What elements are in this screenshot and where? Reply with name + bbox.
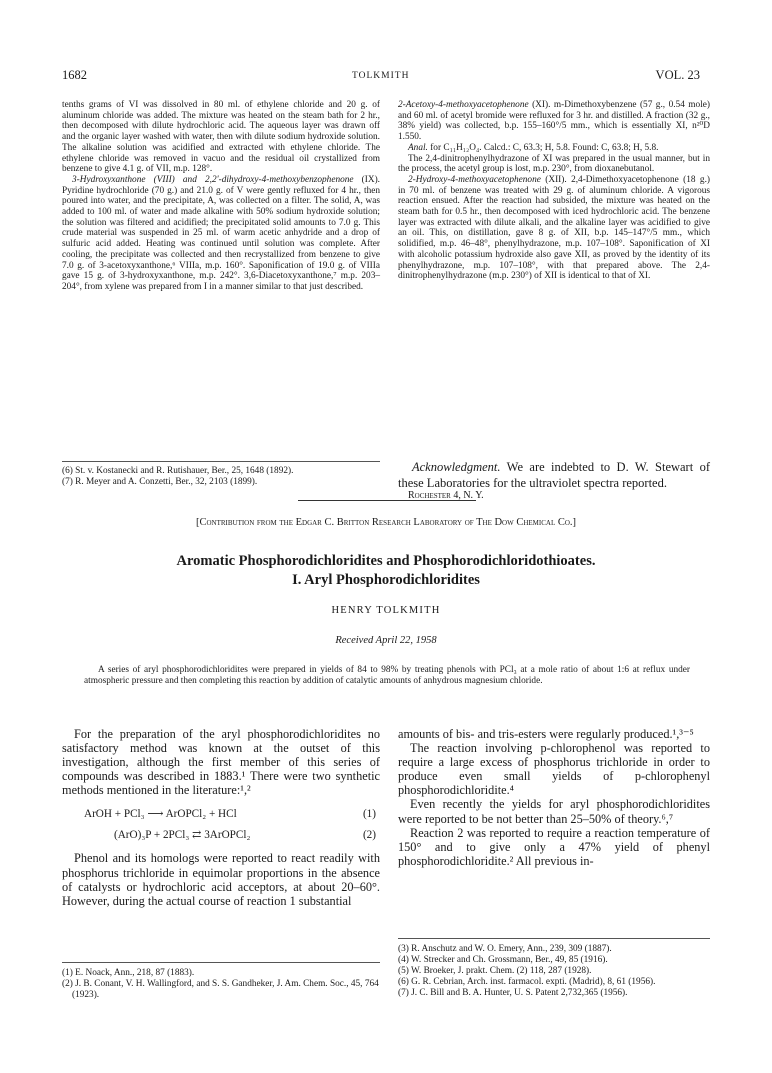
equation-text: ArOH + PCl₃ ⟶ ArOPCl₂ + HCl: [84, 808, 237, 821]
equation-text: (ArO)₃P + 2PCl₃ ⇄ 3ArOPCl₂: [114, 829, 251, 842]
footnote: (5) W. Broeker, J. prakt. Chem. (2) 118, 287 (1928).: [398, 965, 592, 976]
volume-label: VOL. 23: [655, 68, 700, 82]
paragraph: Even recently the yields for aryl phosphorodichloridites were reported to be not better than 25–50% of theory.⁶,⁷: [398, 797, 710, 826]
article-title: Aromatic Phosphorodichloridites and Phosphorodichloridothioates.: [176, 553, 596, 569]
paragraph: [398, 100, 710, 143]
footnote: (7) J. C. Bill and B. A. Hunter, U. S. Patent 2,732,365 (1956).: [398, 987, 628, 998]
acknowledgment: [398, 459, 710, 491]
equation-1: [62, 803, 380, 824]
abstract: A series of aryl phosphorodichloridites were prepared in yields of 84 to 98% by treating phenols with PCl₃ at a mole ratio of about 1:6 at reflux under atmospheric pressure and then completing this reaction by addition of catalytic amounts of anhydrous magnesium chloride.: [84, 665, 690, 686]
paragraph: amounts of bis- and tris-esters were regularly produced.¹,³⁻⁵: [398, 727, 694, 741]
paragraph: [62, 175, 380, 293]
paragraph: Reaction 2 was reported to require a reaction temperature of 150° and to give only a 47% yield of phenyl phosphorodichloridite.² All previous in-: [398, 825, 710, 868]
footnote: (2) J. B. Conant, V. H. Wallingford, and S. S. Gandheker, J. Am. Chem. Soc., 45, 764 (1923).: [62, 978, 379, 1000]
received-date: Received April 22, 1958: [335, 635, 437, 646]
equation-2: [62, 824, 380, 845]
contribution-line: [Contribution from the Edgar C. Britton Research Laboratory of The Dow Chemical Co.]: [195, 517, 577, 528]
left-column-experimental: [62, 100, 380, 293]
paragraph: The 2,4-dinitrophenylhydrazone of XI was prepared in the usual manner, but in the process, the acetyl group is lost, m.p. 230°, from dioxanebutanol.: [398, 153, 710, 175]
section-divider: [298, 500, 476, 501]
section-heading: 3-Hydroxyxanthone (VIII) and 2,2'-dihydroxy-4-methoxybenzophenone: [72, 174, 354, 185]
footnote-rule: [62, 461, 380, 462]
body-right-column: [398, 727, 710, 868]
paragraph: [398, 175, 710, 282]
footnote: (3) R. Anschutz and W. O. Emery, Ann., 239, 309 (1887).: [398, 944, 612, 954]
article-subtitle: I. Aryl Phosphorodichloridites: [292, 572, 480, 588]
body-left-column: [62, 727, 380, 908]
page-number: 1682: [62, 68, 87, 82]
footnote: (1) E. Noack, Ann., 218, 87 (1883).: [62, 968, 195, 978]
paragraph-text: (XII). 2,4-Dimethoxyacetophenone (18 g.) in 70 ml. of benzene was treated with 29 g. of aluminum chloride. A vigorous reaction ensued. After the reaction had subsided, the mixture was heated on the steam bath for 0.5 hr., then decomposed with iced hydrochloric acid. The benzene layer was extracted with dilute alkali, and the alkaline layer was acidified to give an oil. This, on distillation, gave 8 g. of XII, b.p. 145–147°/5 mm., which solidified, m.p. 46–48°, phenylhydrazone, m.p. 107–108°. Saponification of XI with alcoholic potassium hydroxide also gave XII, as proved by the identity of its phenylhydrazone, m.p. 107–108°, with that prepared above. The 2,4-dinitrophenylhydrazone (m.p. 230°) of XII is identical to that of XI.: [398, 174, 710, 282]
footnotes-top-left: [62, 461, 380, 487]
footnote: (6) St. v. Kostanecki and R. Rutishauer, Ber., 25, 1648 (1892).: [62, 466, 294, 476]
paragraph: [398, 143, 710, 154]
paragraph-text: for C₁₁H₁₂O₄. Calcd.: C, 63.3; H, 5.8. Found: C, 63.8; H, 5.8.: [427, 142, 659, 153]
paragraph: Phenol and its homologs were reported to react readily with phosphorus trichloride in equimolar proportions in the absence of catalysts or hydrochloric acid acceptors, at about 20–60°. However, during the actual course of reaction 1 substantial: [62, 851, 380, 908]
footnotes-bottom-left: [62, 962, 380, 1001]
location: Rochester 4, N. Y.: [408, 490, 484, 501]
section-heading: 2-Hydroxy-4-methoxyacetophenone: [408, 174, 541, 185]
paragraph: For the preparation of the aryl phosphorodichloridites no satisfactory method was known at the outset of this investigation, although the first member of this series of compounds was described in 1883.¹ There were two synthetic methods mentioned in the literature:¹,²: [62, 727, 380, 798]
analysis-label: Anal.: [408, 142, 428, 153]
running-head-author: TOLKMITH: [352, 71, 410, 81]
acknowledgment-text: We are indebted to D. W. Stewart of these Laboratories for the ultraviolet spectra reported.: [398, 460, 710, 490]
paragraph-text: (XI). m-Dimethoxybenzene (57 g., 0.54 mole) and 60 ml. of acetyl bromide were refluxed for 3 hr. and distilled. A fraction (32 g., 38% yield) was collected, b.p. 155–160°/5 mm., which is essentially XI, n²⁰D 1.550.: [398, 100, 710, 143]
paragraph: The reaction involving p-chlorophenol was reported to require a large excess of phosphorus trichloride in order to produce even small yields of p-chlorophenyl phosphorodichloridite.⁴: [398, 741, 710, 798]
equation-number: (2): [362, 829, 376, 842]
paragraph: tenths grams of VI was dissolved in 80 ml. of ethylene chloride and 20 g. of aluminum chloride was added. The mixture was heated on the steam bath for 2 hr., then decomposed with dilute hydrochloric acid. The aqueous layer was drawn off and the organic layer washed with water, then with dilute sodium hydroxide solution. The alkaline solution was acidified and extracted with ethylene chloride. The ethylene chloride was removed in vacuo and the residual oil crystallized from benzene to give 4.1 g. of VII, m.p. 128°.: [62, 100, 380, 175]
footnote: (6) G. R. Cebrian, Arch. inst. farmacol. expti. (Madrid), 8, 61 (1956).: [398, 976, 656, 987]
footnotes-bottom-right: [398, 938, 710, 999]
right-column-experimental: [398, 100, 710, 282]
section-heading: 2-Acetoxy-4-methoxyacetophenone: [398, 100, 529, 110]
acknowledgment-label: Acknowledgment.: [412, 460, 501, 474]
footnote: (7) R. Meyer and A. Conzetti, Ber., 32, 2103 (1899).: [62, 476, 258, 487]
paragraph-text: (IX). Pyridine hydrochloride (70 g.) and 21.0 g. of V were gently refluxed for 4 hr., then poured into water, and the precipitate, A, was collected on a filter. The solid, A, was added to 100 ml. of water and made alkaline with 50% sodium hydroxide solution; the solution was filtered and acidified; the precipitated solid amounts to 7.0 g. This crude material was suspended in 25 ml. of warm acetic anhydride and a drop of sulfuric acid added. Heating was continued until solution was complete. After cooling, the precipitate was collected and then recrystallized from benzene to give 7.0 g. of 3-acetoxyxanthone,⁶ VIIIa, m.p. 160°. Saponification of 19.0 g. of VIIIa gave 15 g. of 3-hydroxyxanthone, m.p. 242°. 3,6-Diacetoxyxanthone,⁷ m.p. 203–204°, from xylene was prepared from I in a manner similar to that just described.: [62, 174, 380, 292]
equation-number: (1): [362, 808, 376, 821]
author-name: HENRY TOLKMITH: [331, 605, 441, 616]
footnote: (4) W. Strecker and Ch. Grossmann, Ber., 49, 85 (1916).: [398, 954, 608, 965]
footnote-rule: [398, 938, 710, 939]
footnote-rule: [62, 962, 380, 963]
